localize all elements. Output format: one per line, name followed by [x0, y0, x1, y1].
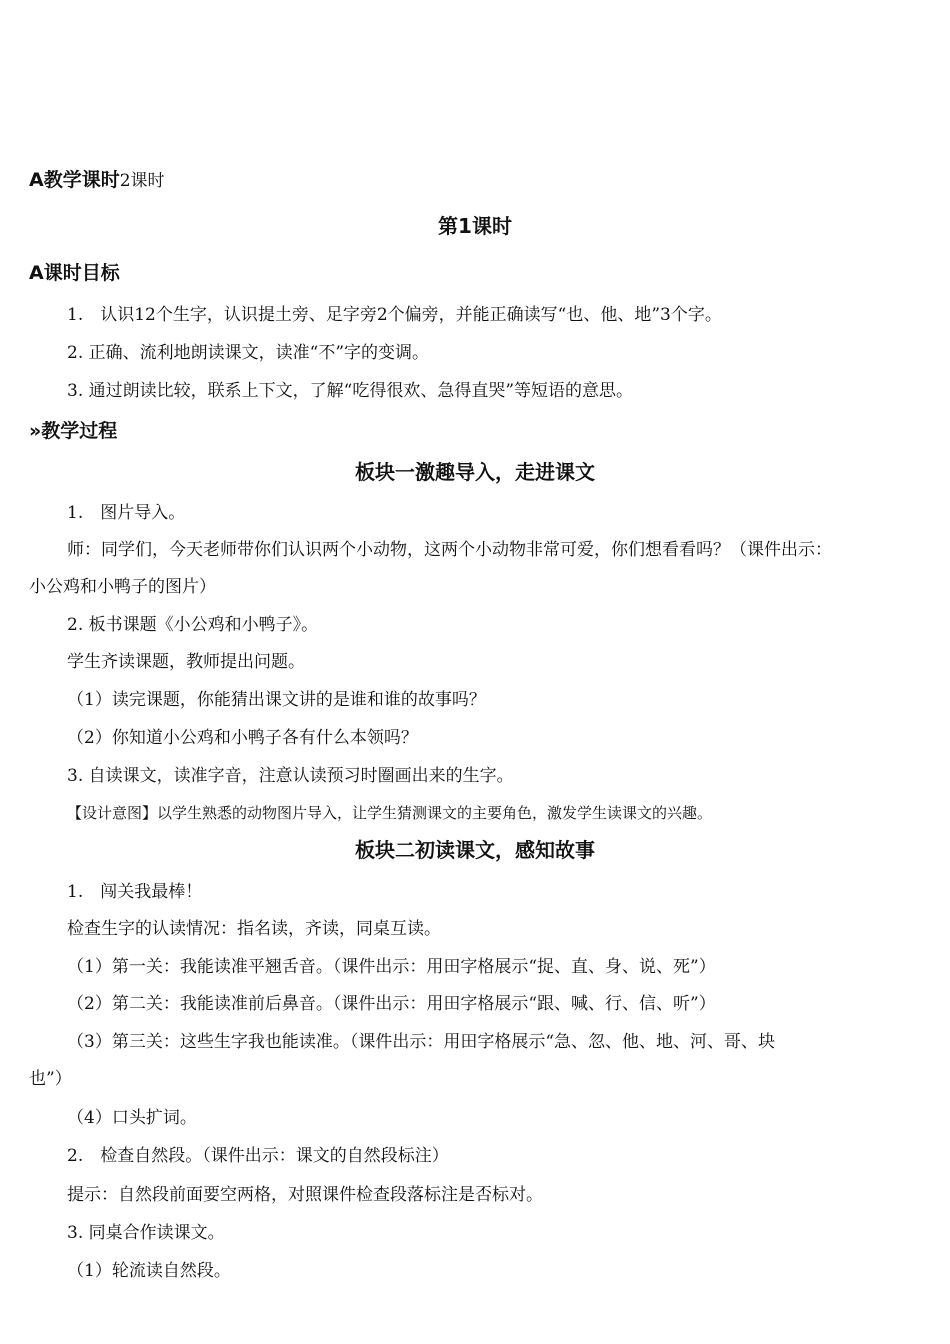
section2-line-7: （4）口头扩词。	[67, 1108, 197, 1128]
objective-item-1: 1. 认识12个生字，认识提土旁、足字旁2个偏旁，并能正确读写“也、他、地”3个字。	[67, 305, 722, 325]
objective-item-3: 3. 通过朗读比较，联系上下文，了解“吃得很欢、急得直哭”等短语的意思。	[67, 381, 634, 401]
section2-line-3: （1）第一关：我能读准平翘舌音。（课件出示：用田字格展示“捉、直、身、说、死”）	[67, 957, 716, 977]
section1-line-4: 2. 板书课题《小公鸡和小鸭子》。	[67, 615, 319, 635]
section2-line-5: （3）第三关：这些生字我也能读准。（课件出示：用田字格展示“急、忽、他、地、河、哥、块	[67, 1032, 776, 1052]
section1-line-5: 学生齐读课题，教师提出问题。	[67, 652, 305, 672]
section2-line-1: 1. 闯关我最棒！	[67, 882, 203, 902]
section1-line-7: （2）你知道小公鸡和小鸭子各有什么本领吗？	[67, 728, 418, 748]
section1-line-2: 师：同学们，今天老师带你们认识两个小动物，这两个小动物非常可爱，你们想看看吗？（课件出示：	[67, 540, 832, 560]
process-title: »教学过程	[29, 420, 118, 442]
lesson-hours-value: 2课时	[119, 171, 165, 191]
section2-title: 板块二初读课文，感知故事	[355, 838, 595, 862]
section2-line-11: （1）轮流读自然段。	[67, 1261, 231, 1281]
section2-line-10: 3. 同桌合作读课文。	[67, 1223, 225, 1243]
section1-line-8: 3. 自读课文，读准字音，注意认读预习时圈画出来的生字。	[67, 766, 514, 786]
objective-item-2: 2. 正确、流利地朗读课文，读准“不”字的变调。	[67, 343, 430, 363]
section2-line-9: 提示：自然段前面要空两格，对照课件检查段落标注是否标对。	[67, 1185, 543, 1205]
objectives-title: A课时目标	[29, 262, 120, 284]
design-intent-note: 【设计意图】以学生熟悉的动物图片导入，让学生猜测课文的主要角色，激发学生读课文的兴趣。	[67, 804, 713, 822]
section1-title: 板块一激趣导入，走进课文	[355, 460, 595, 484]
section2-line-4: （2）第二关：我能读准前后鼻音。（课件出示：用田字格展示“跟、喊、行、信、听”）	[67, 994, 716, 1014]
section2-line-6: 也”）	[29, 1069, 72, 1089]
section2-line-2: 检查生字的认读情况：指名读，齐读，同桌互读。	[67, 919, 441, 939]
lesson-hours-label: A教学课时	[29, 169, 120, 191]
lesson-hours-heading	[29, 168, 165, 193]
section1-line-3: 小公鸡和小鸭子的图片）	[29, 577, 216, 597]
section1-line-1: 1. 图片导入。	[67, 503, 186, 523]
first-lesson-title: 第1课时	[438, 214, 512, 238]
section1-line-6: （1）读完课题，你能猜出课文讲的是谁和谁的故事吗？	[67, 690, 486, 710]
section2-line-8: 2. 检查自然段。（课件出示：课文的自然段标注）	[67, 1146, 449, 1166]
